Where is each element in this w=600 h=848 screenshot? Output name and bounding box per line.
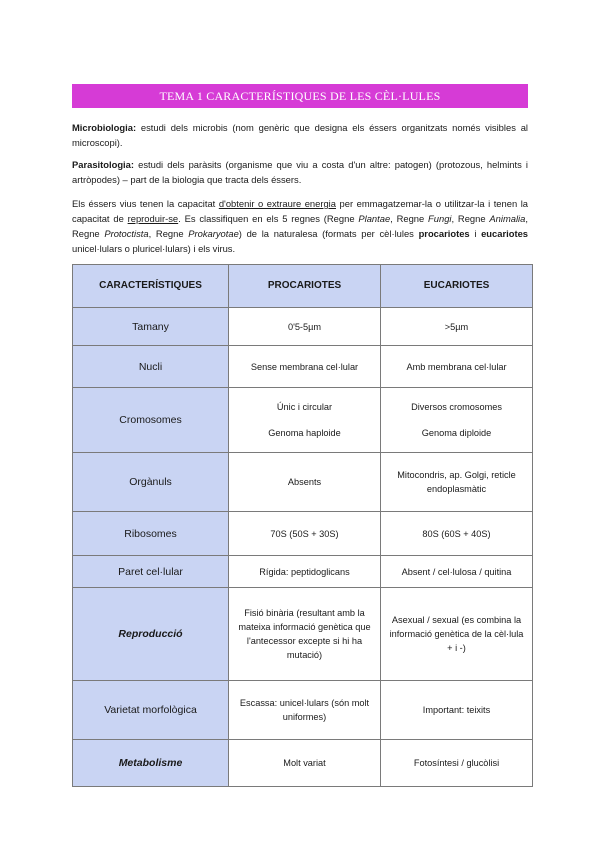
eucariotes-cell bbox=[381, 388, 533, 453]
kingdom-prokaryotae: Prokaryotae bbox=[188, 228, 239, 239]
row-label: Tamany bbox=[73, 308, 229, 346]
text-segment: per emmagatzemar-la o utilitzar-la i tenen la capacitat de bbox=[72, 198, 529, 224]
eucariotes-cell: Fotosíntesi / glucòlisi bbox=[381, 740, 533, 787]
header-eucariotes: EUCARIOTES bbox=[381, 265, 533, 308]
text-segment: unicel·lulars o pluricel·lulars) i els virus. bbox=[72, 243, 236, 254]
text-segment: ) de la naturalesa (formats per cèl·lules bbox=[238, 228, 419, 239]
table-row bbox=[73, 588, 533, 681]
procariotes-cell: Sense membrana cel·lular bbox=[229, 346, 381, 388]
eucariotes-cell: 80S (60S + 40S) bbox=[381, 512, 533, 556]
kingdom-animalia: Animalia bbox=[489, 213, 526, 224]
term-eucariotes: eucariotes bbox=[481, 228, 528, 239]
text-segment: , Regne bbox=[390, 213, 429, 224]
eucariotes-cell: Asexual / sexual (es combina la informació genètica de la cèl·lula + i -) bbox=[381, 588, 533, 681]
table-row bbox=[73, 346, 533, 388]
eucariotes-cell: >5µm bbox=[381, 308, 533, 346]
procariotes-cell: 0'5-5µm bbox=[229, 308, 381, 346]
table-row bbox=[73, 453, 533, 512]
microbiologia-paragraph bbox=[72, 120, 528, 150]
header-caracteristiques: CARACTERÍSTIQUES bbox=[73, 265, 229, 308]
row-label: Paret cel·lular bbox=[73, 556, 229, 588]
procariotes-cell: Molt variat bbox=[229, 740, 381, 787]
parasitologia-definition: estudi dels paràsits (organisme que viu a costa d'un altre: patogen) (protozous, helmints i artròpodes) – part de la biologia que tracta dels éssers. bbox=[72, 159, 528, 185]
row-label: Cromosomes bbox=[73, 388, 229, 453]
row-label: Nucli bbox=[73, 346, 229, 388]
table-row bbox=[73, 681, 533, 740]
kingdom-protoctista: Protoctista bbox=[104, 228, 149, 239]
procariotes-cell bbox=[229, 388, 381, 453]
procariotes-cell: Rígida: peptidoglicans bbox=[229, 556, 381, 588]
procariotes-cell: Escassa: unicel·lulars (són molt uniformes) bbox=[229, 681, 381, 740]
table-row bbox=[73, 512, 533, 556]
parasitologia-term: Parasitologia: bbox=[72, 159, 134, 170]
essers-vius-paragraph bbox=[72, 196, 528, 256]
cell-line: Genoma diploide bbox=[421, 428, 492, 438]
kingdom-plantae: Plantae bbox=[358, 213, 391, 224]
procariotes-cell: Absents bbox=[229, 453, 381, 512]
table-row bbox=[73, 308, 533, 346]
header-procariotes: PROCARIOTES bbox=[229, 265, 381, 308]
text-segment: . Es classifiquen en els 5 regnes (Regne bbox=[178, 213, 359, 224]
procariotes-cell: 70S (50S + 30S) bbox=[229, 512, 381, 556]
text-segment: , Regne bbox=[72, 213, 528, 239]
table-row bbox=[73, 556, 533, 588]
text-segment: Els éssers vius tenen la capacitat bbox=[72, 198, 219, 209]
row-label: Reproducció bbox=[73, 588, 229, 681]
microbiologia-definition: estudi dels microbis (nom genèric que designa els éssers organitzats només visibles al microscopi). bbox=[72, 122, 528, 148]
underlined-reproduce: reproduir-se bbox=[127, 213, 179, 224]
page-title: TEMA 1 CARACTERÍSTIQUES DE LES CÈL·LULES bbox=[159, 88, 441, 103]
table-header-row bbox=[73, 265, 533, 308]
text-segment: , Regne bbox=[148, 228, 189, 239]
row-label: Varietat morfològica bbox=[73, 681, 229, 740]
term-procariotes: procariotes bbox=[418, 228, 470, 239]
cell-line: Únic i circular bbox=[276, 402, 333, 412]
table-row bbox=[73, 388, 533, 453]
eucariotes-cell: Amb membrana cel·lular bbox=[381, 346, 533, 388]
procariotes-cell: Fisió binària (resultant amb la mateixa informació genètica que l'antecessor excepte si hi ha mutació) bbox=[229, 588, 381, 681]
cell-line: Diversos cromosomes bbox=[411, 402, 502, 412]
eucariotes-cell: Important: teixits bbox=[381, 681, 533, 740]
parasitologia-paragraph bbox=[72, 157, 528, 187]
page-title-banner bbox=[72, 84, 528, 108]
eucariotes-cell: Absent / cel·lulosa / quitina bbox=[381, 556, 533, 588]
text-segment: i bbox=[469, 228, 482, 239]
row-label: Ribosomes bbox=[73, 512, 229, 556]
underlined-energy: d'obtenir o extraure energia bbox=[218, 198, 336, 209]
kingdom-fungi: Fungi bbox=[428, 213, 452, 224]
table-row bbox=[73, 740, 533, 787]
microbiologia-term: Microbiologia: bbox=[72, 122, 137, 133]
row-label: Orgànuls bbox=[73, 453, 229, 512]
row-label: Metabolisme bbox=[73, 740, 229, 787]
text-segment: , Regne bbox=[451, 213, 490, 224]
comparison-table bbox=[72, 264, 533, 787]
eucariotes-cell: Mitocondris, ap. Golgi, reticle endoplasmàtic bbox=[381, 453, 533, 512]
cell-line: Genoma haploide bbox=[268, 428, 341, 438]
